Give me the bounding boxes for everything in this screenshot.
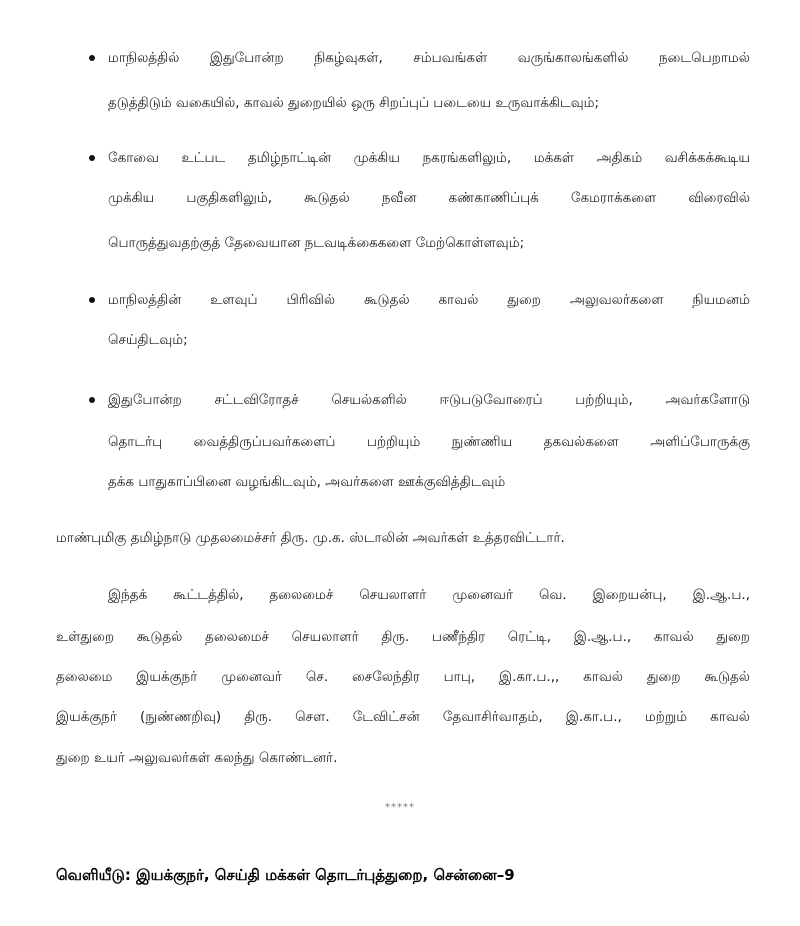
attendees-line-1: இந்தக் கூட்டத்தில், தலைமைச் செயலாளர் முனைவர் வெ. இறையன்பு, இ.ஆ.ப., — [108, 587, 750, 603]
bullet-icon — [89, 55, 95, 61]
attendees-line-5: துறை உயர் அலுவலர்கள் கலந்து கொண்டனர். — [56, 750, 338, 766]
order-statement: மாண்புமிகு தமிழ்நாடு முதலமைச்சர் திரு. மு.க. ஸ்டாலின் அவர்கள் உத்தரவிட்டார். — [56, 530, 565, 546]
bullet-3-line-2: செய்திடவும்; — [108, 332, 188, 348]
bullet-2-line-1: கோவை உட்பட தமிழ்நாட்டின் முக்கிய நகரங்களிலும், மக்கள் அதிகம் வசிக்கக்கூடிய — [108, 150, 750, 166]
bullet-4-line-1: இதுபோன்ற சட்டவிரோதச் செயல்களில் ஈடுபடுவோரைப் பற்றியும், அவர்களோடு — [108, 392, 750, 408]
bullet-3-line-1: மாநிலத்தின் உளவுப் பிரிவில் கூடுதல் காவல் துறை அலுவலர்களை நியமனம் — [108, 292, 750, 308]
attendees-line-2: உள்துறை கூடுதல் தலைமைச் செயலாளர் திரு. பணீந்திர ரெட்டி, இ.ஆ.ப., காவல் துறை — [56, 629, 750, 645]
attendees-line-4: இயக்குநர் (நுண்ணறிவு) திரு. சௌ. டேவிட்சன் தேவாசிர்வாதம், இ.கா.ப., மற்றும் காவல் — [56, 709, 750, 725]
bullet-1-line-2: தடுத்திடும் வகையில், காவல் துறையில் ஒரு சிறப்புப் படையை உருவாக்கிடவும்; — [108, 95, 600, 111]
bullet-2-line-3: பொருத்துவதற்குத் தேவையான நடவடிக்கைகளை மேற்கொள்ளவும்; — [108, 235, 525, 251]
bullet-2-line-2: முக்கிய பகுதிகளிலும், கூடுதல் நவீன கண்காணிப்புக் கேமராக்களை விரைவில் — [108, 190, 750, 206]
release-footer: வெளியீடு: இயக்குநர், செய்தி மக்கள் தொடர்புத்துறை, சென்னை–9 — [56, 866, 515, 884]
bullet-icon — [89, 155, 95, 161]
attendees-line-3: தலைமை இயக்குநர் முனைவர் செ. சைலேந்திர பாபு, இ.கா.ப.,, காவல் துறை கூடுதல் — [56, 669, 750, 685]
bullet-icon — [89, 297, 95, 303]
bullet-icon — [89, 397, 95, 403]
bullet-4-line-2: தொடர்பு வைத்திருப்பவர்களைப் பற்றியும் நுண்ணிய தகவல்களை அளிப்போருக்கு — [108, 434, 750, 450]
section-separator: ***** — [385, 802, 415, 813]
bullet-4-line-3: தக்க பாதுகாப்பினை வழங்கிடவும், அவர்களை ஊக்குவித்திடவும் — [108, 474, 506, 490]
bullet-1-line-1: மாநிலத்தில் இதுபோன்ற நிகழ்வுகள், சம்பவங்கள் வருங்காலங்களில் நடைபெறாமல் — [108, 50, 750, 66]
